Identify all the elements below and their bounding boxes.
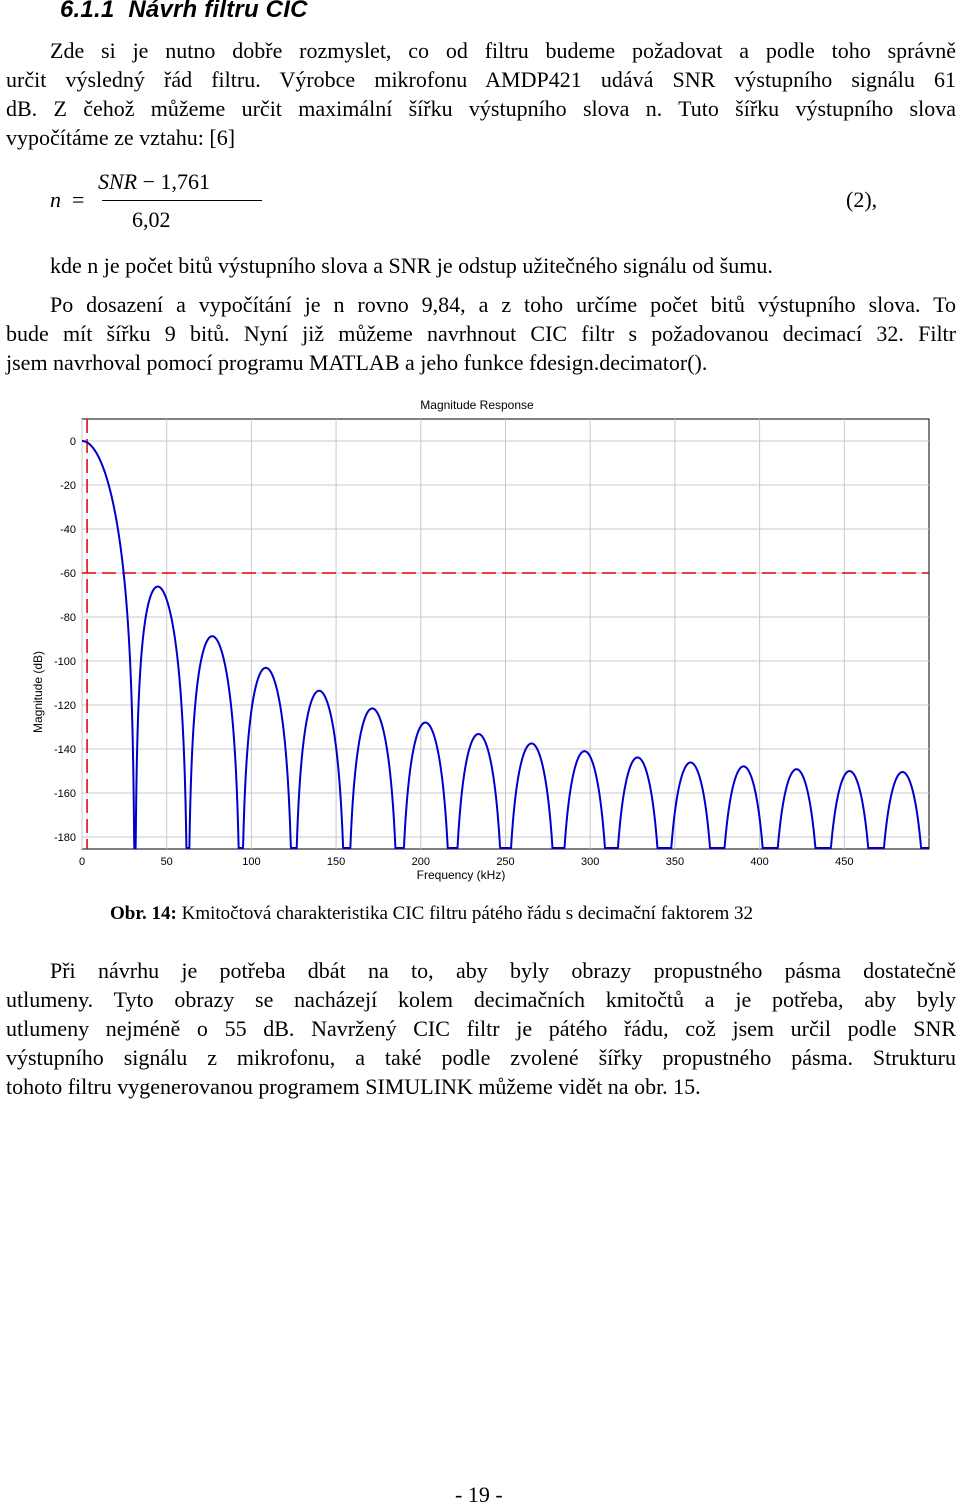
y-tick-label: -160 <box>53 788 76 800</box>
fraction-bar <box>102 200 262 201</box>
y-tick-labels <box>54 436 76 844</box>
equation-snr: SNR <box>98 169 138 194</box>
x-tick-label: 50 <box>160 856 173 868</box>
equation-numerator <box>98 169 210 195</box>
x-tick-labels <box>79 856 854 868</box>
y-tick-label: -100 <box>53 656 76 668</box>
equation-2 <box>50 165 910 245</box>
equation-equals: = <box>72 187 85 212</box>
y-tick-label: -120 <box>53 700 76 712</box>
page-number: - 19 - <box>455 1482 503 1507</box>
paragraph-line: kde n je počet bitů výstupního slova a SNR je odstup užitečného signálu od šumu. <box>50 253 773 278</box>
y-tick-label: -20 <box>60 480 76 492</box>
paragraph-attenuation <box>6 956 956 1101</box>
paragraph-line: dB. Z čehož můžeme určit maximální šířku výstupního slova n. Tuto šířku výstupního slova <box>6 96 956 121</box>
paragraph-line: výstupního signálu z mikrofonu, a také podle zvolené šířky propustného pásma. Strukturu <box>6 1045 956 1070</box>
y-tick-label: -80 <box>60 612 76 624</box>
paragraph-line: vypočítáme ze vztahu: [6] <box>6 125 236 150</box>
x-tick-label: 100 <box>242 856 261 868</box>
magnitude-response-figure <box>28 392 932 890</box>
paragraph-intro <box>6 36 956 152</box>
paragraph-line: Při návrhu je potřeba dbát na to, aby byly obrazy propustného pásma dostatečně <box>50 958 956 983</box>
paragraph-line: jsem navrhoval pomocí programu MATLAB a jeho funkce fdesign.decimator(). <box>6 350 708 375</box>
paragraph-line: Po dosazení a vypočítání je n rovno 9,84, a z toho určíme počet bitů výstupního slova. To <box>50 292 956 317</box>
paragraph-line: tohoto filtru vygenerovanou programem SIMULINK můžeme vidět na obr. 15. <box>6 1074 701 1099</box>
paragraph-line: Zde si je nutno dobře rozmyslet, co od filtru budeme požadovat a podle toho správně <box>50 38 956 63</box>
x-axis-label: Frequency (kHz) <box>416 868 506 882</box>
equation-lhs: n <box>50 187 61 212</box>
y-tick-label: -140 <box>53 744 76 756</box>
paragraph-line: utlumeny. Tyto obrazy se nacházejí kolem decimačních kmitočtů a je potřeba, aby byly <box>6 987 956 1012</box>
magnitude-response-chart <box>28 392 932 890</box>
x-tick-label: 300 <box>581 856 600 868</box>
x-tick-label: 450 <box>835 856 854 868</box>
caption-text: Kmitočtová charakteristika CIC filtru pátého řádu s decimační faktorem 32 <box>181 903 754 924</box>
paragraph-line: utlumeny nejméně o 55 dB. Navržený CIC filtr je pátého řádu, což jsem určil podle SNR <box>6 1016 956 1041</box>
figure-caption <box>110 903 753 925</box>
x-tick-label: 400 <box>750 856 769 868</box>
x-tick-label: 200 <box>411 856 430 868</box>
y-tick-label: -180 <box>53 832 76 844</box>
paragraph-line: určit výsledný řád filtru. Výrobce mikrofonu AMDP421 udává SNR výstupního signálu 61 <box>6 67 956 92</box>
y-tick-label: -40 <box>60 524 76 536</box>
section-number: 6.1.1 <box>60 0 115 23</box>
x-tick-label: 0 <box>78 856 86 868</box>
y-axis-label: Magnitude (dB) <box>31 650 45 734</box>
equation-reference: (2), <box>846 187 878 212</box>
section-title: Návrh filtru CIC <box>128 0 308 23</box>
x-tick-label: 250 <box>496 856 515 868</box>
section-heading <box>60 0 308 24</box>
paragraph-result <box>6 290 956 377</box>
x-tick-label: 150 <box>326 856 346 868</box>
equation-denominator: 6,02 <box>132 207 171 232</box>
equation-constant: − 1,761 <box>142 169 211 194</box>
caption-label: Obr. 14: <box>110 903 177 924</box>
y-tick-label: -60 <box>60 568 76 580</box>
y-tick-label: 0 <box>69 436 76 448</box>
paragraph-line: bude mít šířku 9 bitů. Nyní již můžeme navrhnout CIC filtr s požadovanou decimací 32. Filtr <box>6 321 956 346</box>
x-tick-label: 350 <box>665 856 685 868</box>
paragraph-definition <box>6 251 956 280</box>
chart-title: Magnitude Response <box>420 398 534 412</box>
